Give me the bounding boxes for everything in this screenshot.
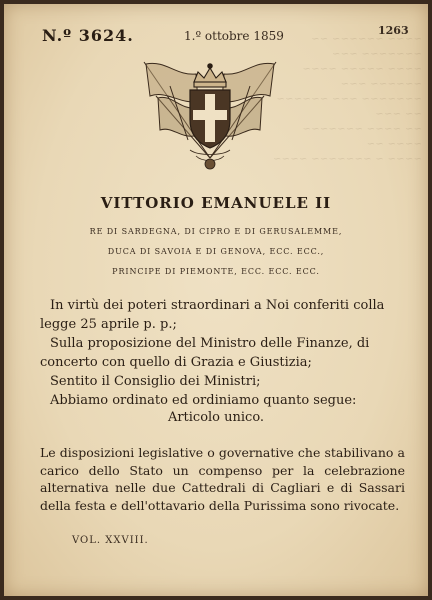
preamble-line: In virtù dei poteri straordinari a Noi conferiti colla: [50, 298, 385, 313]
bleed-through-text: ~~~~ ~~~~~~ ~~ ~~~~~~~ ~~~ ~~~~ ~~~~~ ~~~~ ~~~~~~ ~~~ ~~~~~~~ ~~~ ~~~~~~ ~~ ~~~ ~~ ~~~~ ~~~~~~~ ~~~~ ~~ ~~~~ ~ ~~~~~~~ ~~~~: [272, 34, 422, 165]
page-number: 1263: [378, 24, 409, 37]
title-line: RE DI SARDEGNA, DI CIPRO E DI GERUSALEMME,: [89, 227, 343, 236]
preamble-line: legge 25 aprile p. p.;: [40, 317, 177, 332]
document-page: [4, 4, 428, 596]
decree-number: N.º 3624.: [42, 26, 134, 45]
preamble: [40, 296, 400, 410]
preamble-line: Sulla proposizione del Ministro delle Finanze, di: [50, 336, 370, 351]
decree-date: 1.º ottobre 1859: [184, 29, 284, 43]
preamble-line: concerto con quello di Grazia e Giustizia;: [40, 355, 312, 370]
volume-label: VOL. XXVIII.: [72, 535, 149, 546]
savoy-coat-of-arms-icon: [136, 56, 284, 174]
article-heading: Articolo unico.: [167, 410, 265, 425]
decree-text: Le disposizioni legislative o governative che stabilivano a carico dello Stato un compenso per la celebrazione alternativa nelle due Cattedrali di Cagliari e di Sassari della festa e dell'ottavario della Purissima sono rivocate.: [40, 445, 405, 513]
preamble-line: Sentito il Consiglio dei Ministri;: [50, 374, 261, 389]
sovereign-name: VITTORIO EMANUELE II: [100, 194, 332, 212]
sovereign-titles: [4, 222, 428, 282]
preamble-line: Abbiamo ordinato ed ordiniamo quanto segue:: [50, 393, 357, 408]
title-line: PRINCIPE DI PIEMONTE, ECC. ECC. ECC.: [112, 267, 320, 276]
title-line: DUCA DI SAVOIA E DI GENOVA, ECC. ECC.,: [107, 247, 325, 256]
